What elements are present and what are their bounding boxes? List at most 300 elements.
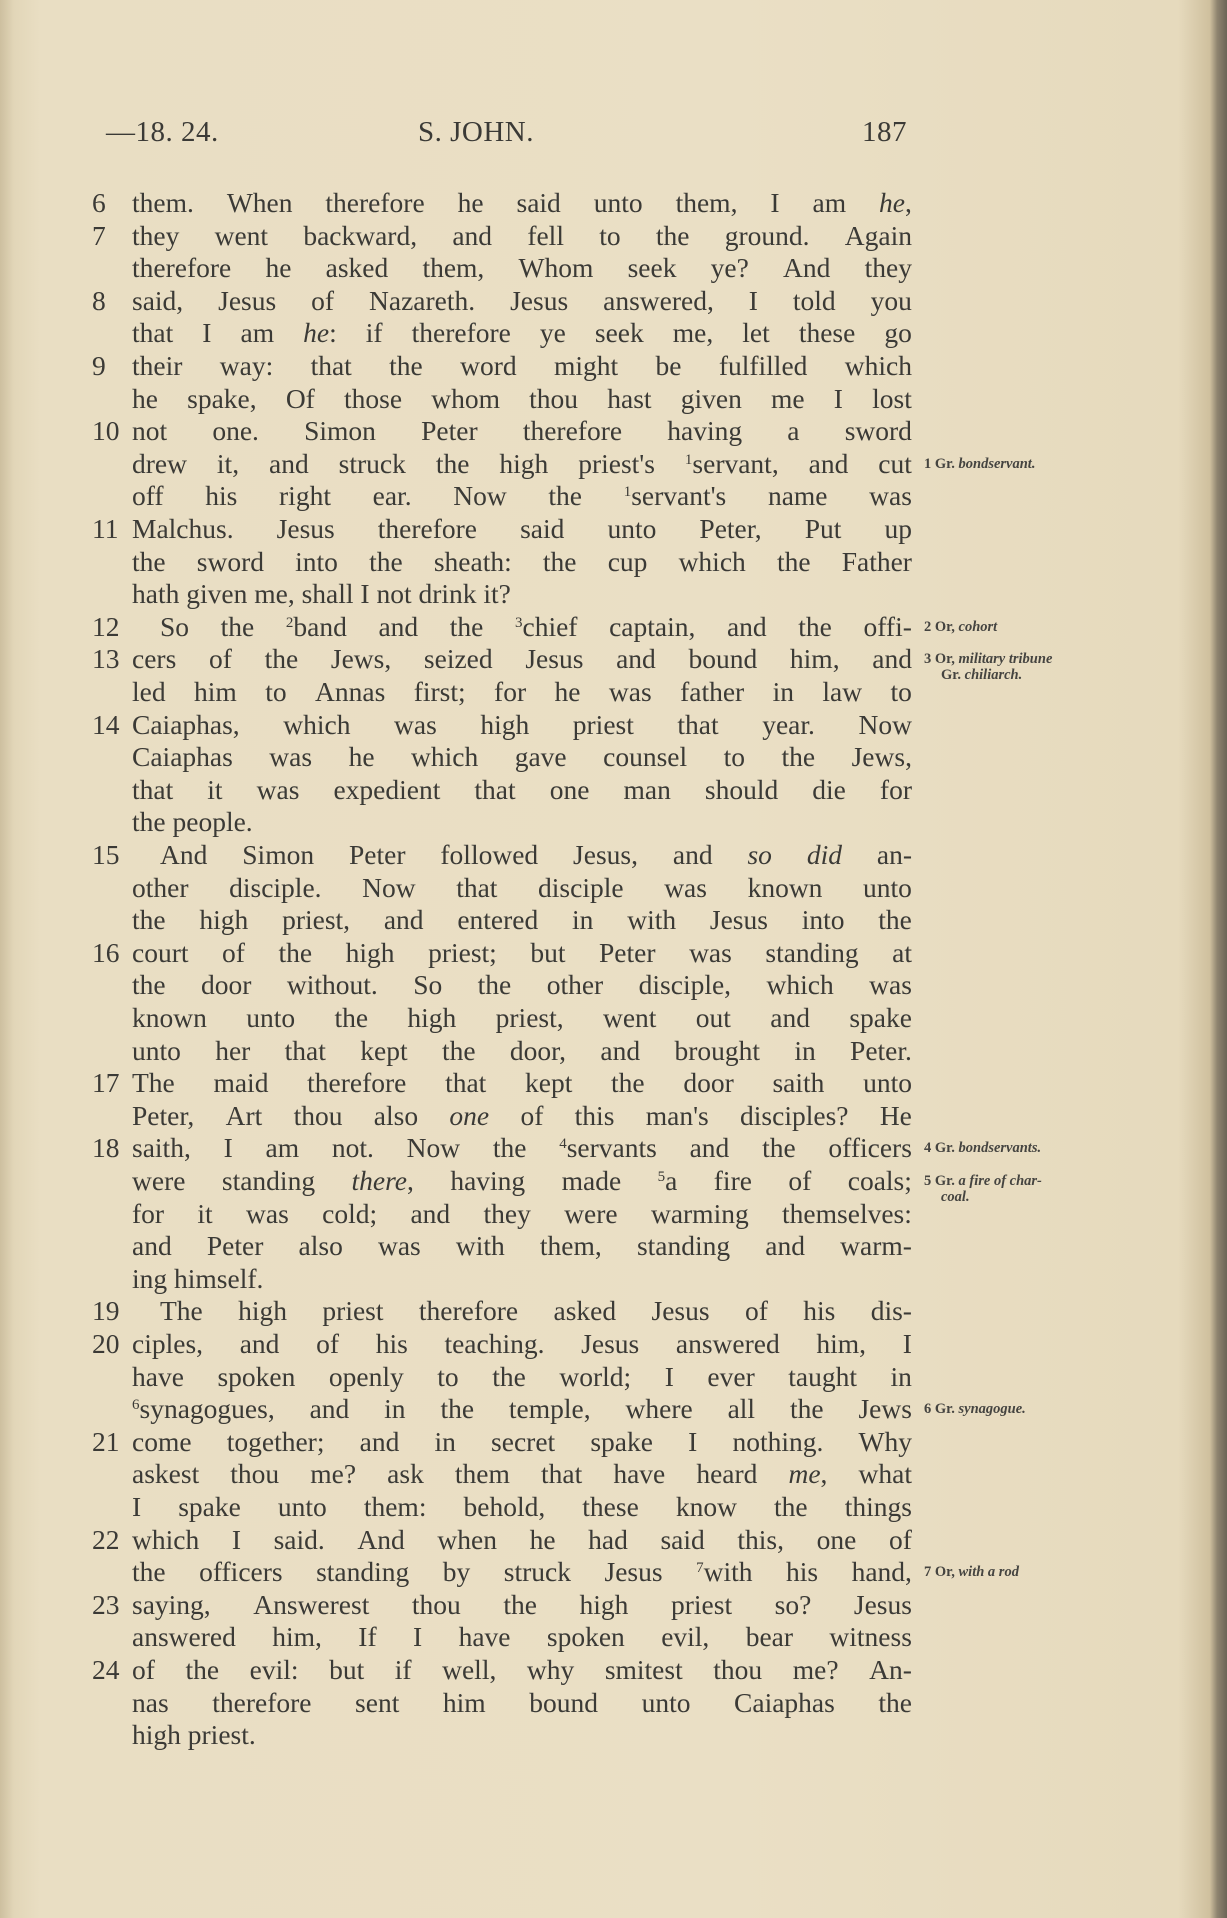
margin-note-italic: chiliarch. (964, 667, 1023, 684)
word: ever (707, 1360, 755, 1392)
word: where (625, 1393, 693, 1425)
word: given (680, 382, 742, 414)
word: Jesus, (573, 839, 638, 870)
word: priest (322, 1295, 384, 1327)
word: had (588, 1523, 628, 1555)
verse-number: 20 (92, 1328, 120, 1359)
word: of (316, 1328, 340, 1359)
word: Jesus (604, 1556, 663, 1588)
line-text (132, 903, 912, 936)
word: without. (286, 969, 378, 1001)
word: therefore (411, 317, 511, 349)
word: whom (431, 382, 500, 414)
line-text (132, 1457, 912, 1490)
word: go (884, 317, 912, 349)
word: cers (132, 643, 177, 675)
word: nas (132, 1686, 169, 1718)
word: in (772, 676, 795, 707)
word: askest (132, 1458, 200, 1490)
word: he (132, 382, 158, 414)
word: to (723, 741, 746, 773)
word: spoken (217, 1360, 296, 1392)
word: bound (529, 1686, 598, 1718)
text-line (0, 512, 1227, 545)
word: me, (254, 578, 295, 610)
margin-note-italic: military tribune (958, 651, 1053, 668)
word: went (602, 1002, 657, 1033)
verse-number: 12 (92, 610, 120, 642)
word: me (771, 382, 805, 414)
word: If (358, 1621, 377, 1653)
word: high (345, 936, 395, 968)
margin-note: 1 Gr. bondservant. (924, 455, 1036, 472)
word (449, 1099, 489, 1132)
line-text (132, 1099, 912, 1132)
word: saying, (132, 1588, 211, 1620)
word: and (132, 1230, 172, 1262)
word: was (664, 871, 707, 903)
footnote-marker: 3 (515, 614, 523, 631)
word: $^4$servants (559, 1132, 657, 1164)
word: I (413, 1621, 423, 1653)
word: evil, (661, 1621, 710, 1653)
line-text (132, 1360, 912, 1393)
word: thou (293, 1099, 343, 1131)
word: other (132, 871, 189, 903)
word: kept (360, 1034, 408, 1066)
text-line (0, 1131, 1227, 1164)
word: Jesus (581, 1328, 640, 1359)
word: expedient (333, 773, 441, 805)
text-line (0, 1588, 1227, 1621)
margin-note: 4 Gr. bondservants. (924, 1140, 1042, 1157)
word: teaching. (444, 1328, 545, 1359)
word: Jesus (276, 513, 335, 544)
footnote-marker: 1 (623, 484, 632, 501)
line-text (160, 1294, 912, 1327)
word: of (208, 643, 232, 675)
word: unto (641, 1686, 691, 1718)
line-text (132, 871, 912, 904)
line-text (132, 1523, 912, 1556)
running-head-reference: —18. 24. (106, 116, 219, 148)
word: the (185, 1654, 220, 1685)
word: went (214, 219, 269, 251)
word: together; (226, 1425, 325, 1457)
word: of (132, 1654, 155, 1685)
word: have (132, 1360, 184, 1392)
word: brought (674, 1034, 760, 1066)
word: The (160, 1295, 203, 1327)
line-text (132, 1131, 912, 1164)
word: that (540, 1458, 583, 1490)
text-line (0, 1555, 1227, 1588)
word: the (492, 1360, 526, 1392)
word: and (410, 1197, 451, 1229)
word: the (132, 545, 166, 577)
word: Again (844, 219, 912, 251)
word: $^2$band (285, 610, 347, 642)
margin-note: 2 Or, cohort (924, 618, 998, 635)
word: disciple (538, 871, 624, 903)
line-text (132, 414, 912, 447)
word: spake, (187, 382, 257, 414)
margin-note-italic: a fire of char- (958, 1173, 1042, 1189)
text-line (0, 968, 1227, 1001)
line-text (132, 1229, 912, 1262)
word: and (378, 610, 419, 642)
word: the (611, 1067, 645, 1099)
word: and (359, 1425, 400, 1457)
word: and (765, 1230, 805, 1262)
word: evil: (249, 1654, 299, 1685)
word: which (678, 545, 746, 577)
word: the (503, 1588, 537, 1620)
word: Nazareth. (369, 284, 476, 316)
word: to (437, 1360, 459, 1392)
word: $^7$with (696, 1556, 753, 1588)
word: seek (594, 317, 644, 349)
verse-number: 22 (92, 1523, 120, 1555)
word: father (680, 676, 745, 707)
text-line (0, 577, 1227, 610)
line-text (132, 1327, 912, 1360)
word: struck (503, 1556, 572, 1588)
word: he (265, 252, 292, 284)
word: and (600, 1034, 641, 1066)
word: struck (338, 447, 406, 479)
text-line (0, 1620, 1227, 1653)
footnote-marker: 5 (657, 1169, 666, 1185)
word: high (132, 1719, 181, 1751)
word: therefore (132, 252, 232, 284)
word: the (132, 904, 166, 936)
word: of (888, 1523, 912, 1555)
text-line (0, 1327, 1227, 1360)
word: nothing. (732, 1425, 824, 1457)
word: that (474, 773, 516, 805)
word: in (434, 1425, 456, 1457)
word: having (667, 415, 743, 447)
word: spake (590, 1425, 653, 1457)
margin-note: 7 Or, with a rod (924, 1564, 1019, 1581)
word: the (878, 904, 912, 936)
word: fire (713, 1165, 752, 1196)
word: sent (355, 1686, 400, 1718)
word: the (774, 1491, 808, 1522)
word: I (833, 382, 843, 414)
word: Jesus (651, 1295, 710, 1327)
word: I (770, 187, 780, 218)
line-text (132, 1555, 912, 1588)
word: warm- (840, 1230, 912, 1262)
word: warming (650, 1197, 749, 1229)
line-text (132, 1034, 912, 1067)
word: answered (132, 1621, 236, 1653)
word: it, (216, 447, 240, 479)
word: that (310, 350, 352, 381)
word: And (783, 252, 831, 284)
word: Art (225, 1099, 263, 1131)
word: way: (219, 350, 274, 381)
word: which (283, 708, 351, 740)
word: $^3$chief (515, 610, 578, 642)
line-text (132, 1164, 912, 1197)
word: the (389, 350, 423, 381)
word: he: (303, 317, 337, 349)
word: Caiaphas (734, 1686, 835, 1718)
text-line (0, 936, 1227, 969)
word: Now (362, 871, 416, 903)
word: officers (199, 1556, 283, 1588)
word: hand, (851, 1556, 912, 1588)
line-text (132, 479, 912, 512)
word: them. (132, 187, 194, 218)
word: high (407, 1002, 457, 1033)
verse-number: 13 (92, 643, 120, 675)
word: sword (196, 545, 264, 577)
word: and (269, 447, 309, 479)
word: therefore (418, 1295, 519, 1327)
word: saith (772, 1067, 825, 1099)
word: the (492, 1132, 527, 1164)
word: seized (423, 643, 493, 675)
line-text (132, 186, 912, 219)
word: him, (789, 643, 840, 675)
word (807, 838, 842, 871)
word: and (672, 839, 713, 870)
word: therefore (325, 187, 425, 218)
line-text (132, 1001, 912, 1034)
word: an- (876, 839, 912, 870)
word: people. (172, 806, 253, 838)
word: but (329, 1654, 365, 1685)
word: he (529, 1523, 556, 1555)
word: therefore (307, 1067, 407, 1099)
text-line (0, 1718, 1227, 1751)
word: am (240, 317, 275, 349)
word: these (582, 1491, 639, 1522)
line-text (132, 545, 912, 578)
word: ing (132, 1262, 168, 1294)
word: entered (457, 904, 539, 936)
word: the (220, 610, 255, 642)
word: for (879, 773, 912, 805)
word: Peter (206, 1230, 264, 1262)
word: that (284, 1034, 326, 1066)
word: dis- (870, 1295, 912, 1327)
line-text (132, 284, 912, 317)
word: these (798, 317, 856, 349)
word: captain, (609, 610, 696, 642)
word: Peter, (132, 1099, 195, 1131)
word: me? (792, 1654, 839, 1685)
line-text (132, 251, 912, 284)
word: the (477, 969, 512, 1001)
word: die (812, 773, 846, 805)
word: Whom (518, 252, 594, 284)
word: The (132, 1067, 175, 1099)
text-line (0, 1457, 1227, 1490)
running-head-title: S. JOHN. (418, 116, 534, 148)
footnote-marker: 1 (684, 451, 693, 468)
line-text (132, 805, 912, 838)
word: $^1$servant's (623, 480, 727, 512)
word: lost (872, 382, 912, 414)
word: and (309, 1393, 350, 1425)
text-line (0, 284, 1227, 317)
word: man (623, 773, 671, 805)
word: the (542, 545, 577, 577)
word: smitest (604, 1654, 683, 1685)
line-text (132, 1718, 912, 1751)
word: Put (804, 513, 842, 544)
word: unto (132, 1034, 181, 1066)
verse-number: 14 (92, 708, 120, 740)
word: the (548, 480, 583, 512)
text-line (0, 1686, 1227, 1719)
word: Now (453, 480, 507, 512)
word: of (222, 936, 245, 968)
word: which (844, 350, 912, 381)
word: not. (331, 1132, 374, 1164)
word: he (457, 187, 484, 218)
word: the (132, 969, 166, 1001)
word: he, (879, 187, 912, 218)
text-line (0, 1099, 1227, 1132)
word: witness (829, 1621, 912, 1653)
word: year. (762, 708, 815, 740)
word: ask (387, 1458, 424, 1490)
word: Caiaphas (132, 741, 233, 773)
word: and (689, 1132, 730, 1164)
word: the (798, 610, 832, 642)
word: but (530, 936, 566, 968)
word: priest (572, 708, 634, 740)
word: standing (765, 936, 859, 968)
word: Jews, (330, 643, 392, 675)
word: and (770, 1002, 810, 1033)
word: in (572, 904, 594, 936)
word: offi- (863, 610, 912, 642)
word: to (890, 676, 912, 707)
word: Peter (348, 839, 406, 870)
text-line (0, 251, 1227, 284)
line-text (132, 447, 912, 480)
verse-number: 7 (92, 219, 106, 251)
word: high (238, 1295, 288, 1327)
text-line (0, 1653, 1227, 1686)
word: unto (277, 1491, 327, 1522)
word: said (520, 513, 565, 544)
word: Of (285, 382, 315, 414)
word: backward, (303, 219, 418, 251)
word: of (744, 1295, 768, 1327)
italic-text: he (879, 187, 906, 218)
word: priest, (282, 904, 351, 936)
line-text (132, 740, 912, 773)
text-line (0, 186, 1227, 219)
word: disciples? (740, 1099, 849, 1131)
word: standing (636, 1230, 731, 1262)
line-text (132, 1620, 912, 1653)
word: them, (539, 1230, 602, 1262)
text-line (0, 316, 1227, 349)
word: for (494, 676, 527, 707)
word: one (549, 773, 590, 805)
word: thou (230, 1458, 280, 1490)
word: the (781, 741, 816, 773)
word: they (864, 252, 912, 284)
line-text (132, 773, 912, 806)
word: priest (670, 1588, 733, 1620)
word: spake (178, 1491, 241, 1522)
line-text (132, 1490, 912, 1523)
word: name (767, 480, 828, 512)
word: officers (828, 1132, 912, 1164)
line-text (132, 382, 912, 415)
word: the (435, 447, 470, 479)
word: them, (675, 187, 738, 218)
word: priest, (495, 1002, 564, 1033)
text-line (0, 219, 1227, 252)
word: standing (316, 1556, 410, 1588)
word: other (546, 969, 604, 1001)
line-text (132, 1392, 912, 1425)
word: was (869, 480, 912, 512)
word: made (561, 1165, 622, 1196)
margin-note-italic: with a rod (958, 1564, 1019, 1581)
word: shall (301, 578, 354, 610)
footnote-marker: 2 (285, 614, 294, 631)
word: $^6$synagogues, (132, 1393, 275, 1425)
line-text (132, 1262, 912, 1295)
margin-note-italic: bondservants. (958, 1140, 1042, 1157)
word: him, (816, 1328, 867, 1359)
word: I (223, 1132, 233, 1164)
line-text (132, 1588, 912, 1621)
word: it (207, 773, 223, 805)
text-line (0, 903, 1227, 936)
text-line (0, 479, 1227, 512)
word: his (785, 1556, 819, 1588)
word: come (132, 1425, 192, 1457)
word: door (683, 1067, 734, 1099)
word: have (613, 1458, 666, 1490)
word: into (801, 904, 845, 936)
word: law (822, 676, 863, 707)
line-text (160, 610, 912, 643)
word: the (132, 806, 166, 838)
word: cold; (322, 1197, 378, 1229)
line-text (132, 1066, 912, 1099)
word: and (726, 610, 767, 642)
line-text (132, 1686, 912, 1719)
word: if (394, 1654, 412, 1685)
line-text (132, 936, 912, 969)
word: taught (788, 1360, 858, 1392)
word: temple, (508, 1393, 591, 1425)
word: the (655, 219, 690, 251)
text-line (0, 382, 1227, 415)
word: I (748, 284, 758, 316)
word: hast (607, 382, 652, 414)
word: that (132, 317, 174, 349)
word: for (132, 1197, 165, 1229)
word: and (383, 904, 424, 936)
word: Simon (304, 415, 376, 447)
word: therefore (522, 415, 623, 447)
